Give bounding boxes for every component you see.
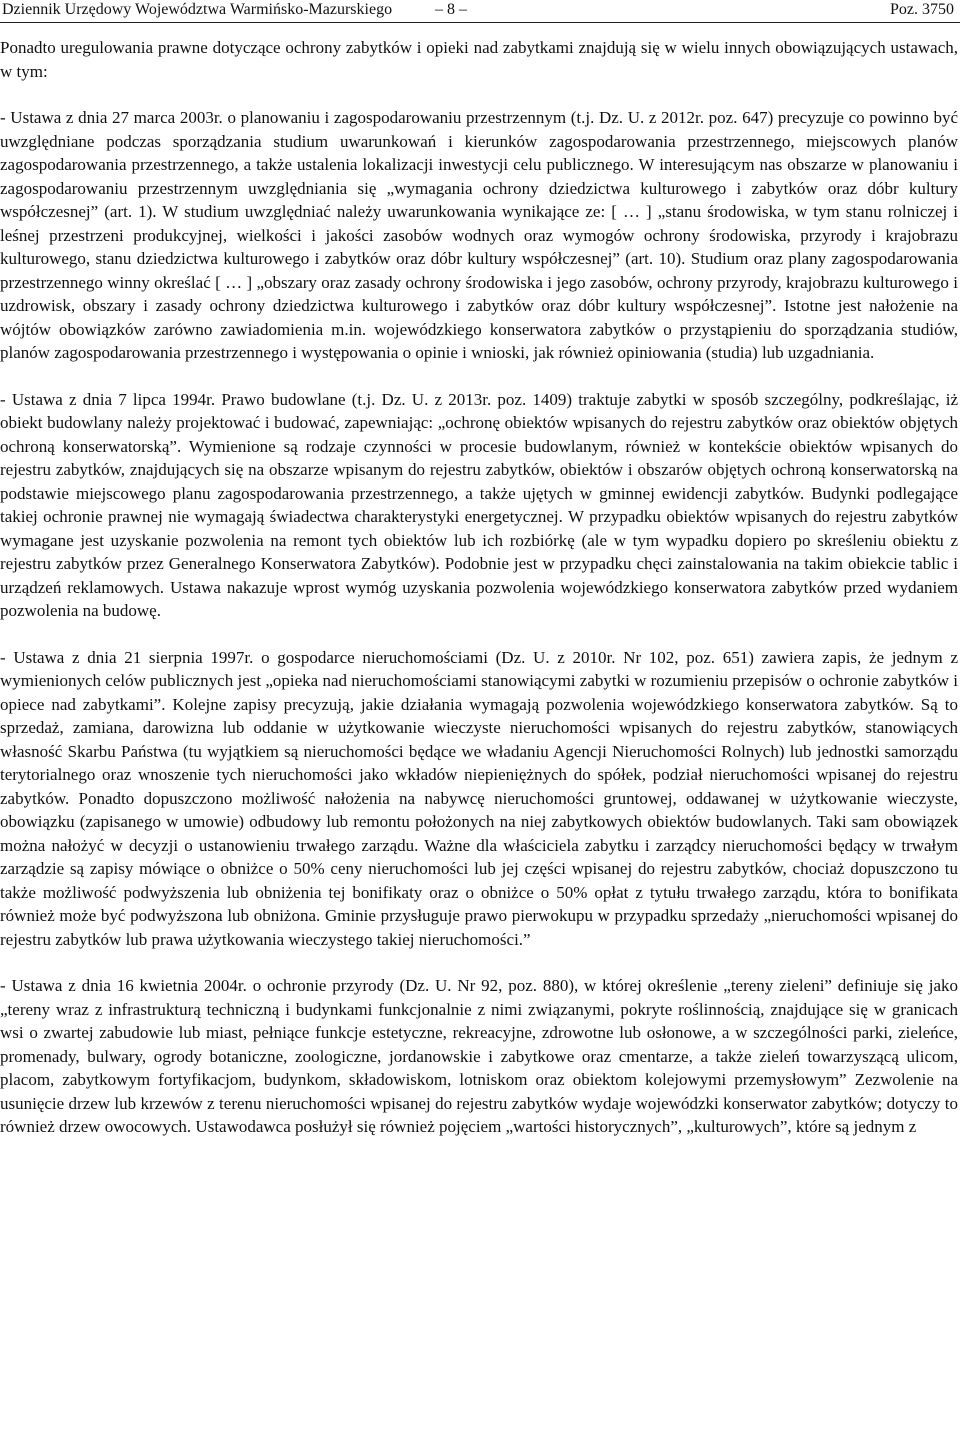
page-header (0, 0, 960, 23)
intro-paragraph: Ponadto uregulowania prawne dotyczące ochrony zabytków i opieki nad zabytkami znajdują się w wielu innych obowiązujących ustawach, w tym: (0, 38, 958, 81)
document-body (0, 36, 958, 1139)
position-number: Poz. 3750 (890, 1, 954, 18)
page-number: – 8 – (435, 1, 467, 18)
nature-protection-act-paragraph: - Ustawa z dnia 16 kwietnia 2004r. o ochronie przyrody (Dz. U. Nr 92, poz. 880), w której określenie „tereny zieleni” definiuje się jako „tereny wraz z infrastrukturą techniczną i budynkami funkcjonalnie z nimi związanymi, pokryte roślinnością, znajdujące się w granicach wsi o zwartej zabudowie lub miast, pełniące funkcje estetyczne, rekreacyjne, zdrowotne lub osłonowe, a w szczególności parki, zieleńce, promenady, bulwary, ogrody botaniczne, zoologiczne, jordanowskie i zabytkowe oraz cmentarze, a także zieleń towarzyszącą ulicom, placom, zabytkowym fortyfikacjom, budynkom, składowiskom, lotniskom oraz obiektom kolejowymi przemysłowym” Zezwolenie na usunięcie drzew lub krzewów z terenu nieruchomości wpisanej do rejestru zabytków wydaje wojewódzki konserwator zabytków; dotyczy to również drzew owocowych. Ustawodawca posłużył się również pojęciem „wartości historycznych”, „kulturowych”, które są jednym z (0, 976, 958, 1136)
construction-law-paragraph: - Ustawa z dnia 7 lipca 1994r. Prawo budowlane (t.j. Dz. U. z 2013r. poz. 1409) traktuje zabytki w sposób szczególny, podkreślając, iż obiekt budowlany należy projektować i budować, zapewniając: „ochronę obiektów wpisanych do rejestru zabytków oraz obiektów objętych ochroną konserwatorską”. Wymienione są rodzaje czynności w procesie budowlanym, również w kontekście obiektów wpisanych do rejestru zabytków, znajdujących się na obszarze wpisanym do rejestru zabytków, obiektów i obszarów objętych ochroną konserwatorską na podstawie miejscowego planu zagospodarowania przestrzennego, a także ujętych w gminnej ewidencji zabytków. Budynki podlegające takiej ochronie prawnej nie wymagają świadectwa charakterystyki energetycznej. W przypadku obiektów wpisanych do rejestru zabytków wymagane jest uzyskanie pozwolenia na remont tych obiektów lub ich rozbiórkę (ale w tym wypadku dopiero po skreśleniu obiektu z rejestru zabytków przez Generalnego Konserwatora Zabytków). Podobnie jest w przypadku chęci zainstalowania na takim obiekcie tablic i urządzeń reklamowych. Ustawa nakazuje wprost wymóg uzyskania pozwolenia wojewódzkiego konserwatora zabytków przed wydaniem pozwolenia na budowę. (0, 389, 958, 620)
publication-title: Dziennik Urzędowy Województwa Warmińsko-Mazurskiego (2, 1, 393, 18)
spatial-planning-act-paragraph: - Ustawa z dnia 27 marca 2003r. o planowaniu i zagospodarowaniu przestrzennym (t.j. Dz. U. z 2012r. poz. 647) precyzuje co powinno być uwzględniane podczas sporządzania studium uwarunkowań i kierunków zagospodarowania przestrzennego, miejscowych planów zagospodarowania przestrzennego, a także ustalenia lokalizacji inwestycji celu publicznego. W interesującym nas obszarze w planowaniu i zagospodarowaniu przestrzennym uwzględniania się „wymagania ochrony dziedzictwa kulturowego i zabytków oraz dóbr kultury współczesnej” (art. 1). W studium uwzględniać należy uwarunkowania wynikające ze: [ … ] „stanu środowiska, w tym stanu rolniczej i leśnej przestrzeni produkcyjnej, wielkości i jakości zasobów wodnych oraz wymogów ochrony środowiska, przyrody i krajobrazu kulturowego, stanu dziedzictwa kulturowego i zabytków oraz dóbr kultury współczesnej” (art. 10). Studium oraz plany zagospodarowania przestrzennego winny określać [ … ] „obszary oraz zasady ochrony środowiska i jego zasobów, ochrony przyrody, krajobrazu kulturowego i uzdrowisk, obszary i zasady ochrony dziedzictwa kulturowego i zabytków oraz dóbr kultury współczesnej”. Istotne jest nałożenie na wójtów obowiązków zarówno zawiadomienia m.in. wojewódzkiego konserwatora zabytków o przystąpieniu do sporządzania studiów, planów zagospodarowania przestrzennego i występowania o opinie i wnioski, jak również opiniowania (studia) lub uzgadniania. (0, 108, 958, 362)
real-estate-act-paragraph: - Ustawa z dnia 21 sierpnia 1997r. o gospodarce nieruchomościami (Dz. U. z 2010r. Nr 102, poz. 651) zawiera zapis, że jednym z wymienionych celów publicznych jest „opieka nad nieruchomościami stanowiącymi zabytki w rozumieniu przepisów o ochronie zabytków i opiece nad zabytkami”. Kolejne zapisy precyzują, jakie działania wymagają pozwolenia wojewódzkiego konserwatora zabytków. Są to sprzedaż, zamiana, darowizna lub oddanie w użytkowanie wieczyste nieruchomości wpisanych do rejestru zabytków, stanowiących własność Skarbu Państwa (tu wyjątkiem są nieruchomości będące we władaniu Agencji Nieruchomości Rolnych) lub jednostki samorządu terytorialnego oraz wnoszenie tych nieruchomości jako wkładów niepieniężnych do spółek, podział nieruchomości wpisanej do rejestru zabytków. Ponadto dopuszczono możliwość nałożenia na nabywcę nieruchomości gruntowej, oddawanej w użytkowanie wieczyste, obowiązku (zapisanego w umowie) odbudowy lub remontu położonych na niej zabytkowych obiektów budowlanych. Taki sam obowiązek można nałożyć w decyzji o ustanowieniu trwałego zarządu. Ważne dla właściciela zabytku i zarządcy nieruchomości będący w trwałym zarządzie są zapisy mówiące o obniżce o 50% ceny nieruchomości lub jej części wpisanej do rejestru zabytków, chociaż dopuszczono tu także możliwość podwyższenia lub obniżenia tej bonifikaty oraz o obniżce o 50% opłat z tytułu trwałego zarządu, która to bonifikata również może być podwyższona lub obniżona. Gminie przysługuje prawo pierwokupu w przypadku sprzedaży „nieruchomości wpisanej do rejestru zabytków lub prawa użytkowania wieczystego takiej nieruchomości.” (0, 647, 958, 949)
